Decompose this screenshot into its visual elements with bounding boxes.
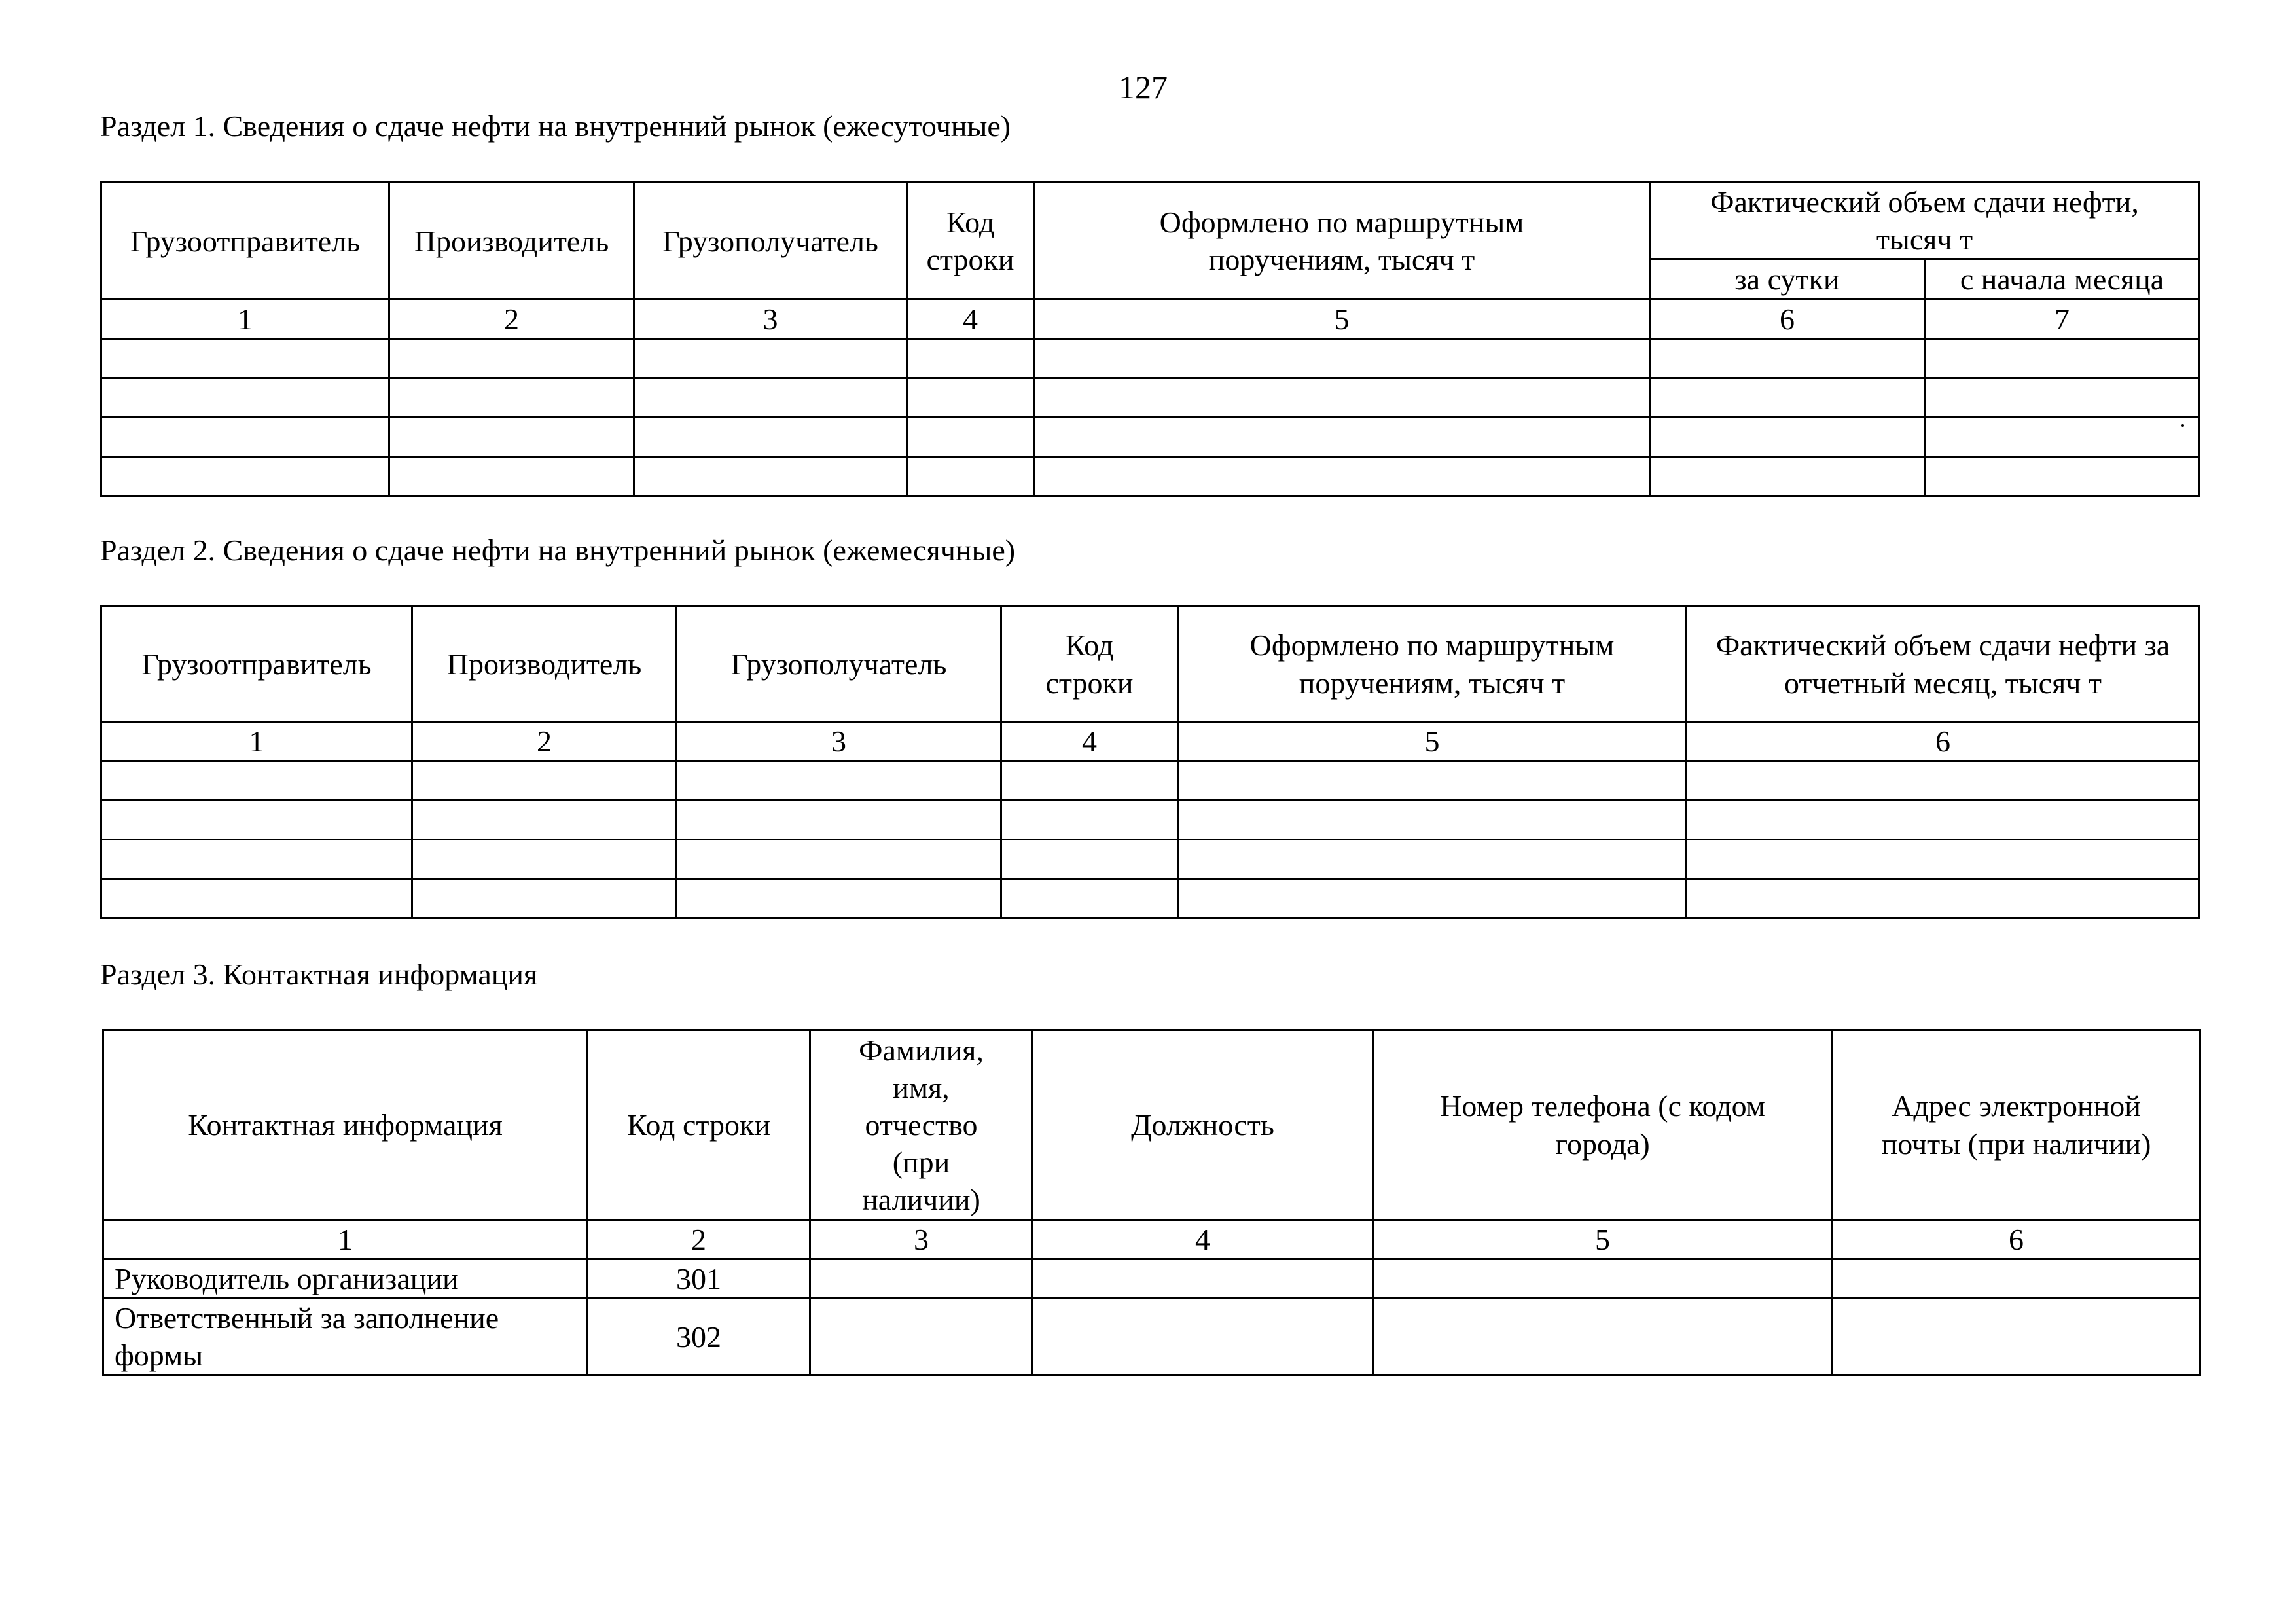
empty-cell[interactable] xyxy=(677,801,1001,840)
section-1-title: Раздел 1. Сведения о сдаче нефти на внутренний рынок (ежесуточные) xyxy=(100,109,1011,143)
empty-cell[interactable] xyxy=(907,418,1034,457)
empty-cell[interactable] xyxy=(1178,761,1687,801)
column-number-row xyxy=(103,1220,2200,1259)
empty-cell[interactable] xyxy=(389,457,634,496)
column-number: 6 xyxy=(1687,722,2200,761)
empty-cell[interactable] xyxy=(412,801,677,840)
empty-cell[interactable] xyxy=(634,339,907,378)
empty-cell[interactable] xyxy=(1001,761,1178,801)
empty-cell[interactable] xyxy=(412,879,677,918)
contact-label: Руководитель организации xyxy=(103,1259,588,1299)
column-number: 3 xyxy=(634,300,907,339)
contact-label: Ответственный за заполнение формы xyxy=(103,1299,588,1375)
empty-cell[interactable] xyxy=(1033,1299,1373,1375)
empty-cell[interactable] xyxy=(1925,378,2200,418)
empty-cell[interactable] xyxy=(101,457,389,496)
empty-cell[interactable] xyxy=(907,378,1034,418)
empty-cell[interactable] xyxy=(1687,801,2200,840)
empty-cell[interactable] xyxy=(1833,1299,2200,1375)
header-producer: Производитель xyxy=(389,183,634,300)
table-row xyxy=(101,879,2200,918)
header-line-code: Код строки xyxy=(1001,607,1178,722)
empty-cell[interactable] xyxy=(1687,761,2200,801)
empty-cell[interactable] xyxy=(101,840,412,879)
header-shipper: Грузоотправитель xyxy=(101,607,412,722)
empty-cell[interactable] xyxy=(101,378,389,418)
header-routed: Оформлено по маршрутным поручениям, тысяч т xyxy=(1178,607,1687,722)
empty-cell[interactable] xyxy=(1687,879,2200,918)
column-number: 2 xyxy=(588,1220,810,1259)
empty-cell[interactable] xyxy=(1034,339,1650,378)
column-number: 7 xyxy=(1925,300,2200,339)
header-line-code: Код строки xyxy=(907,183,1034,300)
table-row xyxy=(101,840,2200,879)
empty-cell[interactable] xyxy=(1034,378,1650,418)
empty-cell[interactable] xyxy=(1178,840,1687,879)
header-phone: Номер телефона (с кодом города) xyxy=(1373,1030,1833,1220)
empty-cell[interactable] xyxy=(1833,1259,2200,1299)
empty-cell[interactable] xyxy=(907,457,1034,496)
column-number: 4 xyxy=(907,300,1034,339)
table-row xyxy=(101,761,2200,801)
table-row xyxy=(101,339,2200,378)
table-row xyxy=(103,1259,2200,1299)
section-2-title: Раздел 2. Сведения о сдаче нефти на внутренний рынок (ежемесячные) xyxy=(100,533,1016,567)
empty-cell[interactable] xyxy=(389,339,634,378)
section-3-title: Раздел 3. Контактная информация xyxy=(100,958,538,991)
empty-cell[interactable] xyxy=(1373,1299,1833,1375)
column-number-row xyxy=(101,722,2200,761)
table-row xyxy=(101,418,2200,457)
empty-cell[interactable] xyxy=(1925,339,2200,378)
table-row xyxy=(101,457,2200,496)
empty-cell[interactable] xyxy=(810,1259,1033,1299)
empty-cell[interactable] xyxy=(1178,801,1687,840)
header-line-code: Код строки xyxy=(588,1030,810,1220)
line-code-value: 301 xyxy=(588,1259,810,1299)
empty-cell[interactable] xyxy=(810,1299,1033,1375)
stray-dot xyxy=(2181,424,2184,427)
header-since-month-start: с начала месяца xyxy=(1925,259,2200,300)
header-position: Должность xyxy=(1033,1030,1373,1220)
column-number: 2 xyxy=(389,300,634,339)
header-consignee: Грузополучатель xyxy=(677,607,1001,722)
empty-cell[interactable] xyxy=(1001,879,1178,918)
header-contact: Контактная информация xyxy=(103,1030,588,1220)
column-number: 1 xyxy=(103,1220,588,1259)
section-1-table xyxy=(100,181,2200,497)
column-number: 2 xyxy=(412,722,677,761)
empty-cell[interactable] xyxy=(1034,418,1650,457)
empty-cell[interactable] xyxy=(907,339,1034,378)
empty-cell[interactable] xyxy=(1650,378,1925,418)
empty-cell[interactable] xyxy=(1001,840,1178,879)
empty-cell[interactable] xyxy=(1687,840,2200,879)
column-number: 6 xyxy=(1650,300,1925,339)
empty-cell[interactable] xyxy=(101,879,412,918)
header-email: Адрес электронной почты (при наличии) xyxy=(1833,1030,2200,1220)
empty-cell[interactable] xyxy=(1925,418,2200,457)
header-routed: Оформлено по маршрутным поручениям, тысяч т xyxy=(1034,183,1650,300)
empty-cell[interactable] xyxy=(677,840,1001,879)
section-3-table xyxy=(102,1029,2201,1376)
column-number-row xyxy=(101,300,2200,339)
column-number: 3 xyxy=(810,1220,1033,1259)
column-number: 1 xyxy=(101,300,389,339)
column-number: 5 xyxy=(1034,300,1650,339)
empty-cell[interactable] xyxy=(677,879,1001,918)
line-code-value: 302 xyxy=(588,1299,810,1375)
column-number: 5 xyxy=(1373,1220,1833,1259)
empty-cell[interactable] xyxy=(1650,418,1925,457)
empty-cell[interactable] xyxy=(101,418,389,457)
empty-cell[interactable] xyxy=(389,378,634,418)
header-shipper: Грузоотправитель xyxy=(101,183,389,300)
empty-cell[interactable] xyxy=(1178,879,1687,918)
empty-cell[interactable] xyxy=(634,457,907,496)
empty-cell[interactable] xyxy=(1033,1259,1373,1299)
header-consignee: Грузополучатель xyxy=(634,183,907,300)
empty-cell[interactable] xyxy=(101,761,412,801)
empty-cell[interactable] xyxy=(1650,339,1925,378)
empty-cell[interactable] xyxy=(634,378,907,418)
header-actual: Фактический объем сдачи нефти за отчетный месяц, тысяч т xyxy=(1687,607,2200,722)
column-number: 1 xyxy=(101,722,412,761)
empty-cell[interactable] xyxy=(1373,1259,1833,1299)
empty-cell[interactable] xyxy=(389,418,634,457)
empty-cell[interactable] xyxy=(1650,457,1925,496)
column-number: 4 xyxy=(1033,1220,1373,1259)
column-number: 5 xyxy=(1178,722,1687,761)
empty-cell[interactable] xyxy=(1925,457,2200,496)
header-full-name: Фамилия, имя, отчество (при наличии) xyxy=(810,1030,1033,1220)
empty-cell[interactable] xyxy=(677,761,1001,801)
table-row xyxy=(101,801,2200,840)
empty-cell[interactable] xyxy=(101,339,389,378)
column-number: 3 xyxy=(677,722,1001,761)
empty-cell[interactable] xyxy=(1034,457,1650,496)
page-number: 127 xyxy=(1119,69,1168,105)
empty-cell[interactable] xyxy=(412,840,677,879)
empty-cell[interactable] xyxy=(101,801,412,840)
empty-cell[interactable] xyxy=(412,761,677,801)
header-per-day: за сутки xyxy=(1650,259,1925,300)
table-row xyxy=(103,1299,2200,1375)
empty-cell[interactable] xyxy=(1001,801,1178,840)
section-2-table xyxy=(100,605,2200,919)
column-number: 4 xyxy=(1001,722,1178,761)
header-actual: Фактический объем сдачи нефти, тысяч т xyxy=(1650,183,2200,259)
column-number: 6 xyxy=(1833,1220,2200,1259)
empty-cell[interactable] xyxy=(634,418,907,457)
header-producer: Производитель xyxy=(412,607,677,722)
table-row xyxy=(101,378,2200,418)
